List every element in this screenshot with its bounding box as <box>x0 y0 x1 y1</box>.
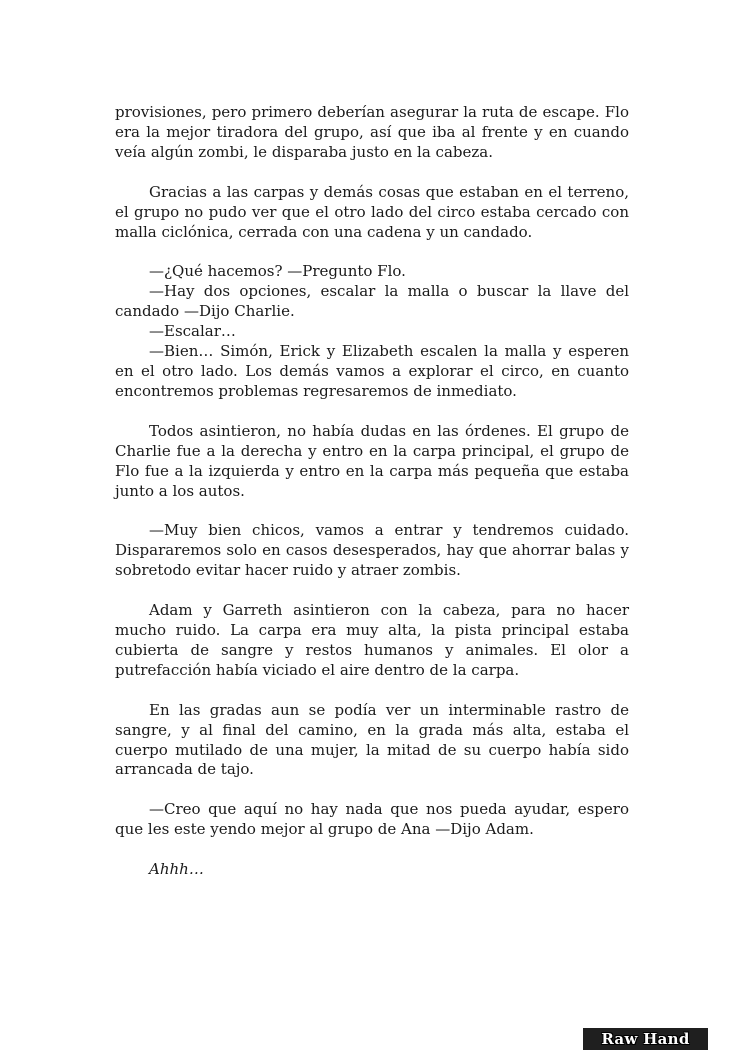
dialogue-line-3: —Escalar… <box>149 322 236 341</box>
paragraph-1: provisiones, pero primero deberían asegurar la ruta de escape. Flo era la mejor tiradora del grupo, así que iba al frente y en cuando veía algún zombi, le disparaba justo en la cabeza. <box>115 103 629 161</box>
paragraph-7: —Creo que aquí no hay nada que nos pueda ayudar, espero que les este yendo mejor al grupo de Ana —Dijo Adam. <box>115 800 629 839</box>
paragraph-5: Adam y Garreth asintieron con la cabeza, para no hacer mucho ruido. La carpa era muy alta, la pista principal estaba cubierta de sangre y restos humanos y animales. El olor a putrefacción había viciado el aire dentro de la carpa. <box>115 601 629 679</box>
page-body <box>115 103 629 880</box>
paragraph-2: Gracias a las carpas y demás cosas que estaban en el terreno, el grupo no pudo ver que el otro lado del circo estaba cercado con malla ciclónica, cerrada con una cadena y un candado. <box>115 182 629 241</box>
dialogue-line-1: —¿Qué hacemos? —Pregunto Flo. <box>149 262 406 281</box>
dialogue-line-2: —Hay dos opciones, escalar la malla o buscar la llave del candado —Dijo Charlie. <box>115 282 629 321</box>
watermark-logo: Raw Hand <box>583 1028 708 1050</box>
paragraph-4: —Muy bien chicos, vamos a entrar y tendremos cuidado. Dispararemos solo en casos desesperados, hay que ahorrar balas y sobretodo evitar hacer ruido y atraer zombis. <box>115 521 629 580</box>
paragraph-3: Todos asintieron, no había dudas en las órdenes. El grupo de Charlie fue a la derecha y entro en la carpa principal, el grupo de Flo fue a la izquierda y entro en la carpa más pequeña que estaba junto a los autos. <box>115 421 629 500</box>
dialogue-line-4: —Bien… Simón, Erick y Elizabeth escalen la malla y esperen en el otro lado. Los demás vamos a explorar el circo, en cuanto encontremos problemas regresaremos de inmediato. <box>115 342 629 400</box>
paragraph-8: Ahhh… <box>149 860 204 879</box>
paragraph-6: En las gradas aun se podía ver un interminable rastro de sangre, y al final del camino, en la grada más alta, estaba el cuerpo mutilado de una mujer, la mitad de su cuerpo había sido arrancada de tajo. <box>115 700 629 779</box>
